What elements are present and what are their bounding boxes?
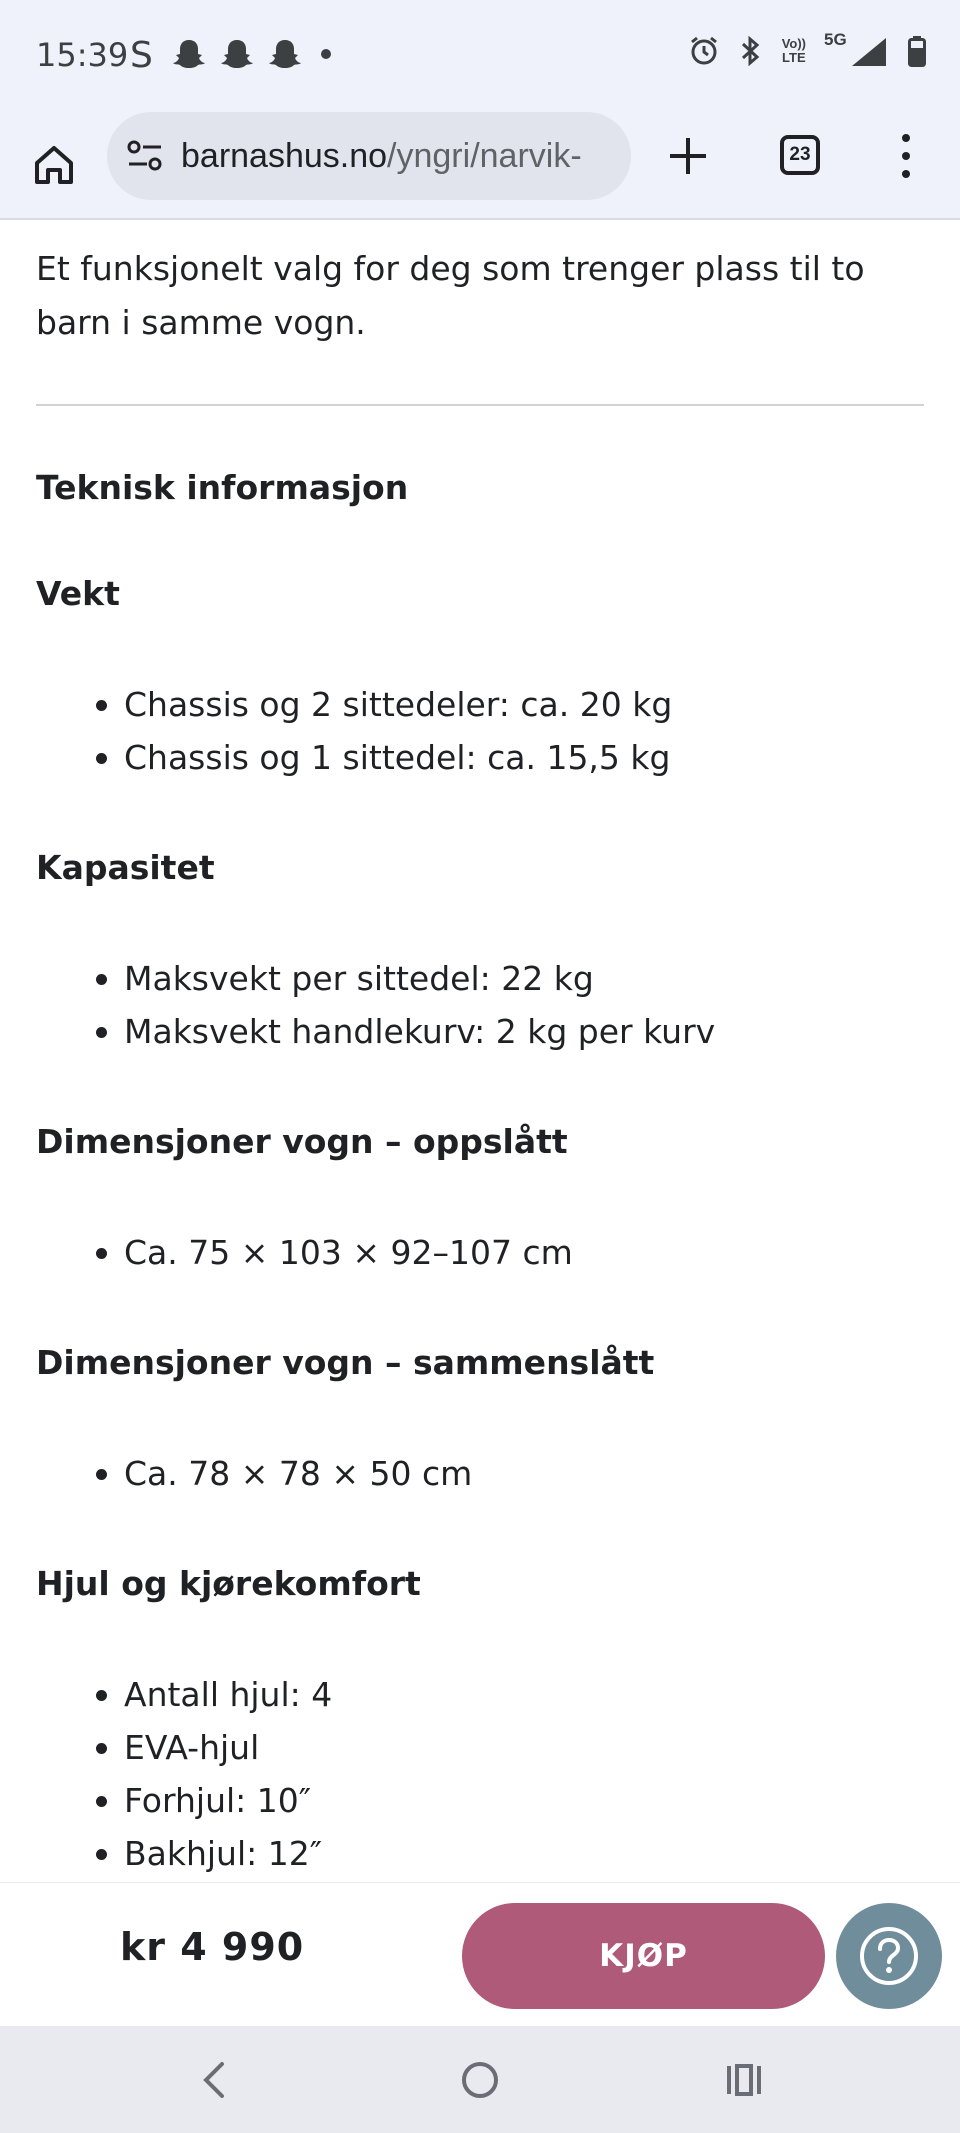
list-item: Ca. 75 × 103 × 92–107 cm <box>36 1226 924 1279</box>
menu-dot <box>902 170 910 178</box>
home-nav-button[interactable] <box>460 2058 500 2106</box>
skype-icon <box>128 35 158 76</box>
svg-text:S: S <box>130 35 153 76</box>
recents-icon <box>725 2060 765 2100</box>
address-bar[interactable] <box>107 112 631 200</box>
dimensions-folded-list <box>36 1447 924 1500</box>
list-item: Bakhjul: 12″ <box>36 1827 924 1880</box>
status-time: 15:39 <box>36 36 129 74</box>
menu-dot <box>902 134 910 142</box>
dot-icon <box>316 44 336 64</box>
network-label: 5G <box>824 30 847 49</box>
capacity-list <box>36 952 924 1058</box>
system-navigation-bar <box>0 2026 960 2133</box>
home-icon <box>32 143 76 187</box>
weight-list <box>36 678 924 784</box>
new-tab-button[interactable] <box>664 132 712 180</box>
site-settings-icon[interactable] <box>121 138 169 174</box>
volte-icon <box>782 37 806 65</box>
section-title-dimensions-unfolded: Dimensjoner vogn – oppslått <box>36 1122 568 1161</box>
list-item: Chassis og 1 sittedel: ca. 15,5 kg <box>36 731 924 784</box>
dimensions-unfolded-list <box>36 1226 924 1279</box>
bluetooth-icon <box>738 35 764 67</box>
list-item: Forhjul: 10″ <box>36 1774 924 1827</box>
tab-switcher-button[interactable] <box>780 135 820 175</box>
signal-5g-icon <box>824 30 890 68</box>
url-text <box>181 137 582 176</box>
section-title-dimensions-folded: Dimensjoner vogn – sammenslått <box>36 1343 655 1382</box>
more-menu-button[interactable] <box>898 134 914 178</box>
price: kr 4 990 <box>120 1925 305 1969</box>
divider <box>36 404 924 406</box>
intro-text: Et funksjonelt valg for deg som trenger plass til to barn i samme vogn. <box>36 249 865 342</box>
section-title-weight: Vekt <box>36 574 120 613</box>
home-circle-icon <box>460 2058 500 2102</box>
plus-icon <box>664 132 712 180</box>
buy-button[interactable]: KJØP <box>462 1903 825 2009</box>
status-bar <box>0 0 960 110</box>
section-title-wheels: Hjul og kjørekomfort <box>36 1564 421 1603</box>
browser-toolbar <box>0 110 960 220</box>
help-button[interactable] <box>836 1903 942 2009</box>
snapchat-icon <box>220 38 254 70</box>
menu-dot <box>902 152 910 160</box>
url-domain: barnashus.no <box>181 136 388 175</box>
list-item: Chassis og 2 sittedeler: ca. 20 kg <box>36 678 924 731</box>
snapchat-icon <box>268 38 302 70</box>
notification-icons <box>128 35 336 76</box>
page-content <box>0 222 960 1882</box>
back-button[interactable] <box>196 2058 232 2106</box>
help-icon <box>856 1923 922 1989</box>
recents-button[interactable] <box>725 2060 765 2104</box>
list-item: Maksvekt per sittedel: 22 kg <box>36 952 924 1005</box>
url-path: /yngri/narvik- <box>387 136 582 175</box>
signal-icon <box>850 36 890 68</box>
tab-count: 23 <box>789 144 811 165</box>
sticky-buy-bar <box>0 1882 960 2026</box>
list-item: Maksvekt handlekurv: 2 kg per kurv <box>36 1005 924 1058</box>
list-item: Ca. 78 × 78 × 50 cm <box>36 1447 924 1500</box>
snapchat-icon <box>172 38 206 70</box>
back-icon <box>196 2058 232 2102</box>
alarm-icon <box>688 35 720 67</box>
battery-icon <box>908 35 926 67</box>
system-icons <box>688 30 926 68</box>
list-item: EVA-hjul <box>36 1721 924 1774</box>
home-button[interactable] <box>26 134 82 196</box>
technical-info-heading: Teknisk informasjon <box>36 468 409 507</box>
volte-label-bottom: LTE <box>782 50 806 65</box>
volte-label-top: Vo)) <box>781 36 806 51</box>
section-title-capacity: Kapasitet <box>36 848 215 887</box>
list-item: Antall hjul: 4 <box>36 1668 924 1721</box>
